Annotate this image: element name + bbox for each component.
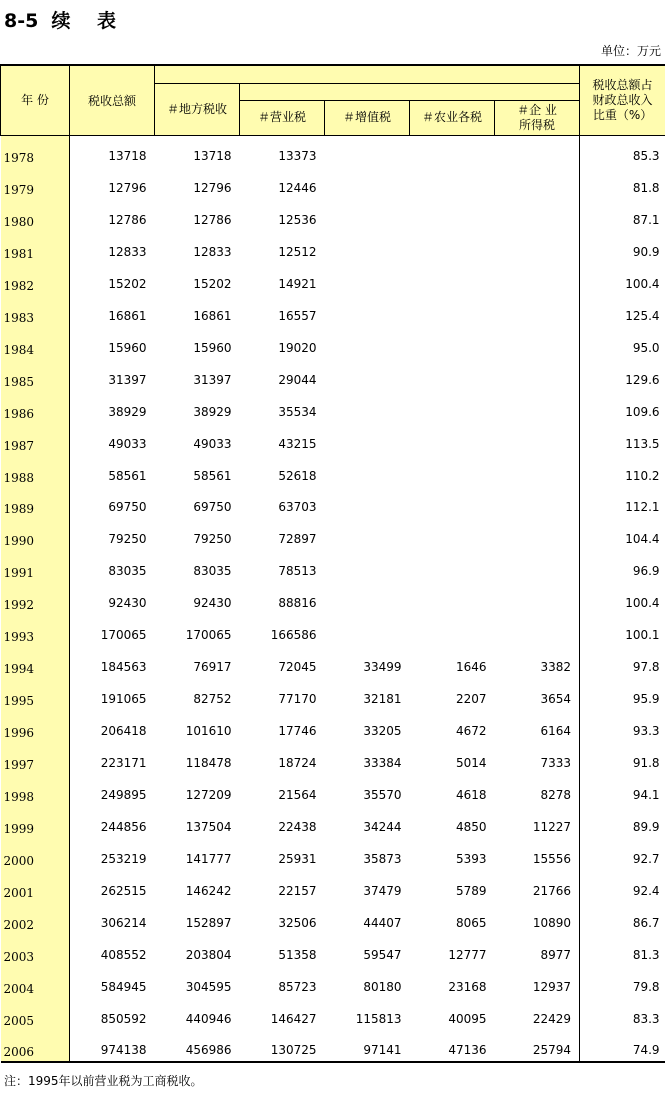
cell-total: 12833 [108, 244, 147, 259]
cell-enterprise [495, 391, 580, 423]
cell-local: 118478 [185, 756, 232, 771]
cell-total: 15960 [108, 340, 147, 355]
cell-vat [325, 295, 410, 327]
cell-year: 1983 [1, 295, 70, 327]
cell-business: 51358 [278, 947, 317, 962]
cell-local: 13718 [193, 149, 232, 164]
cell-ratio: 100.4 [580, 263, 665, 295]
cell-ratio: 83.3 [580, 998, 665, 1030]
cell-total: 13718 [108, 149, 147, 164]
cell-year: 1986 [1, 391, 70, 423]
cell-agri: 2207 [455, 692, 487, 707]
cell-year: 2000 [1, 838, 70, 870]
cell-vat: 32181 [363, 692, 402, 707]
cell-year: 1979 [1, 167, 70, 199]
cell-ratio: 95.0 [580, 327, 665, 359]
cell-ratio: 79.8 [580, 966, 665, 998]
cell-business: 72045 [278, 660, 317, 675]
table-row [1, 135, 665, 167]
table-row [1, 774, 665, 806]
cell-local: 12833 [193, 244, 232, 259]
cell-local: 82752 [193, 692, 232, 707]
cell-local: 58561 [193, 468, 232, 483]
cell-year: 1991 [1, 550, 70, 582]
cell-local: 79250 [193, 532, 232, 547]
cell-enterprise [495, 518, 580, 550]
cell-agri: 40095 [448, 1011, 487, 1026]
table-row [1, 710, 665, 742]
footnote: 注：1995年以前营业税为工商税收。 [4, 1074, 203, 1088]
cell-enterprise: 6164 [540, 724, 572, 739]
header-ratio: 税收总额占 财政总收入 比重（%） [580, 65, 665, 135]
cell-vat: 35570 [363, 788, 402, 803]
cell-agri [410, 199, 495, 231]
cell-ratio: 100.1 [580, 614, 665, 646]
cell-ratio: 97.8 [580, 646, 665, 678]
cell-enterprise [495, 231, 580, 263]
page-title: 8-5 续 表 [4, 10, 117, 32]
cell-total: 83035 [108, 564, 147, 579]
cell-business: 146427 [270, 1011, 317, 1026]
cell-agri [410, 455, 495, 487]
table-row [1, 646, 665, 678]
table-row [1, 870, 665, 902]
cell-local: 15202 [193, 276, 232, 291]
table-row [1, 742, 665, 774]
cell-year: 1998 [1, 774, 70, 806]
cell-vat: 115813 [355, 1011, 402, 1026]
cell-business: 12512 [278, 244, 317, 259]
cell-local: 76917 [193, 660, 232, 675]
cell-local: 146242 [185, 883, 232, 898]
table-row [1, 1030, 665, 1062]
table-row [1, 838, 665, 870]
cell-vat [325, 359, 410, 391]
cell-year: 1982 [1, 263, 70, 295]
table-row [1, 806, 665, 838]
table-row [1, 359, 665, 391]
cell-enterprise [495, 614, 580, 646]
cell-agri: 4618 [455, 788, 487, 803]
cell-vat [325, 614, 410, 646]
header-year: 年 份 [1, 65, 70, 135]
cell-enterprise [495, 359, 580, 391]
cell-total: 79250 [108, 532, 147, 547]
cell-business: 12536 [278, 212, 317, 227]
unit-label: 单位：万元 [600, 44, 661, 58]
table-row [1, 391, 665, 423]
cell-total: 306214 [100, 915, 147, 930]
cell-year: 2005 [1, 998, 70, 1030]
cell-enterprise: 15556 [532, 851, 572, 866]
cell-enterprise [495, 199, 580, 231]
header-total: 税收总额 [70, 65, 155, 135]
cell-local: 92430 [193, 596, 232, 611]
cell-total: 12786 [108, 212, 147, 227]
cell-total: 191065 [100, 692, 147, 707]
cell-year: 1989 [1, 486, 70, 518]
cell-business: 78513 [278, 564, 317, 579]
cell-vat [325, 231, 410, 263]
cell-enterprise: 7333 [540, 756, 572, 771]
cell-year: 1999 [1, 806, 70, 838]
cell-local: 15960 [193, 340, 232, 355]
cell-ratio: 104.4 [580, 518, 665, 550]
table-row [1, 486, 665, 518]
cell-total: 850592 [100, 1011, 147, 1026]
cell-enterprise: 3654 [540, 692, 572, 707]
cell-total: 249895 [100, 788, 147, 803]
cell-year: 2004 [1, 966, 70, 998]
cell-vat: 35873 [363, 851, 402, 866]
cell-business: 130725 [240, 1030, 325, 1062]
cell-enterprise [495, 263, 580, 295]
cell-ratio: 86.7 [580, 902, 665, 934]
cell-business: 43215 [278, 436, 317, 451]
table-row [1, 167, 665, 199]
cell-year: 1990 [1, 518, 70, 550]
tax-table [0, 64, 665, 1063]
cell-local: 38929 [193, 404, 232, 419]
cell-business: 13373 [278, 149, 317, 164]
cell-enterprise [495, 550, 580, 582]
cell-business: 17746 [278, 724, 317, 739]
cell-agri: 12777 [448, 947, 487, 962]
table-row [1, 231, 665, 263]
table-row [1, 518, 665, 550]
cell-ratio: 91.8 [580, 742, 665, 774]
cell-business: 25931 [278, 851, 317, 866]
cell-year: 2002 [1, 902, 70, 934]
cell-year: 1984 [1, 327, 70, 359]
table-row [1, 199, 665, 231]
cell-year: 2001 [1, 870, 70, 902]
cell-year: 1995 [1, 678, 70, 710]
cell-business: 22438 [278, 819, 317, 834]
cell-ratio: 89.9 [580, 806, 665, 838]
cell-total: 12796 [108, 180, 147, 195]
cell-enterprise: 21766 [532, 883, 572, 898]
cell-total: 206418 [100, 724, 147, 739]
cell-vat: 97141 [325, 1030, 410, 1062]
table-row [1, 614, 665, 646]
table-row [1, 550, 665, 582]
cell-business: 52618 [278, 468, 317, 483]
cell-total: 16861 [108, 308, 147, 323]
cell-local: 49033 [193, 436, 232, 451]
cell-ratio: 90.9 [580, 231, 665, 263]
table-row [1, 327, 665, 359]
cell-local: 83035 [193, 564, 232, 579]
cell-local: 127209 [185, 788, 232, 803]
cell-vat [325, 199, 410, 231]
cell-local: 152897 [185, 915, 232, 930]
cell-vat: 33384 [363, 756, 402, 771]
cell-agri [410, 263, 495, 295]
cell-total: 38929 [108, 404, 147, 419]
cell-local: 137504 [185, 819, 232, 834]
cell-business: 22157 [278, 883, 317, 898]
cell-ratio: 93.3 [580, 710, 665, 742]
cell-agri [410, 614, 495, 646]
cell-business: 63703 [278, 500, 317, 515]
cell-vat [325, 263, 410, 295]
cell-vat: 33205 [363, 724, 402, 739]
cell-ratio: 87.1 [580, 199, 665, 231]
cell-business: 166586 [270, 628, 317, 643]
cell-local: 31397 [193, 372, 232, 387]
cell-total: 584945 [100, 979, 147, 994]
cell-vat: 59547 [363, 947, 402, 962]
cell-agri: 5789 [455, 883, 487, 898]
cell-year: 1985 [1, 359, 70, 391]
cell-business: 12446 [278, 180, 317, 195]
cell-total: 244856 [100, 819, 147, 834]
cell-business: 32506 [278, 915, 317, 930]
table-row [1, 966, 665, 998]
cell-vat: 37479 [363, 883, 402, 898]
cell-business: 18724 [278, 756, 317, 771]
cell-total: 408552 [100, 947, 147, 962]
cell-vat [325, 327, 410, 359]
cell-local: 141777 [185, 851, 232, 866]
cell-agri [410, 359, 495, 391]
cell-agri [410, 518, 495, 550]
cell-ratio: 85.3 [580, 135, 665, 167]
cell-year: 1988 [1, 455, 70, 487]
cell-business: 72897 [278, 532, 317, 547]
cell-year: 2006 [1, 1030, 70, 1062]
cell-ratio: 92.7 [580, 838, 665, 870]
cell-enterprise [495, 135, 580, 167]
header-vat: ＃增值税 [325, 100, 410, 135]
cell-ratio: 92.4 [580, 870, 665, 902]
cell-agri: 47136 [410, 1030, 495, 1062]
cell-enterprise: 25794 [495, 1030, 580, 1062]
cell-year: 1992 [1, 582, 70, 614]
cell-ratio: 113.5 [580, 423, 665, 455]
cell-enterprise: 12937 [532, 979, 572, 994]
cell-vat [325, 391, 410, 423]
table-row [1, 455, 665, 487]
cell-vat [325, 486, 410, 518]
cell-vat: 44407 [363, 915, 402, 930]
header-sub-band [240, 83, 580, 100]
cell-vat: 34244 [363, 819, 402, 834]
cell-local: 12786 [193, 212, 232, 227]
cell-ratio: 74.9 [580, 1030, 665, 1062]
cell-agri: 5393 [455, 851, 487, 866]
cell-year: 1980 [1, 199, 70, 231]
cell-agri [410, 423, 495, 455]
table-row [1, 263, 665, 295]
cell-total: 58561 [108, 468, 147, 483]
cell-vat [325, 167, 410, 199]
cell-year: 2003 [1, 934, 70, 966]
cell-business: 88816 [278, 596, 317, 611]
cell-enterprise [495, 486, 580, 518]
cell-vat: 33499 [363, 660, 402, 675]
cell-local: 170065 [185, 628, 232, 643]
cell-local: 12796 [193, 180, 232, 195]
header-local: ＃地方税收 [155, 83, 240, 135]
cell-enterprise: 22429 [532, 1011, 572, 1026]
cell-total: 170065 [100, 628, 147, 643]
table-row [1, 902, 665, 934]
cell-year: 1993 [1, 614, 70, 646]
cell-local: 456986 [155, 1030, 240, 1062]
cell-agri [410, 582, 495, 614]
header-enterprise: ＃企 业 所得税 [495, 100, 580, 135]
cell-local: 440946 [185, 1011, 232, 1026]
header-blank-band [155, 65, 580, 83]
cell-ratio: 129.6 [580, 359, 665, 391]
cell-agri: 4672 [455, 724, 487, 739]
cell-total: 31397 [108, 372, 147, 387]
cell-local: 101610 [185, 724, 232, 739]
cell-business: 21564 [278, 788, 317, 803]
table-row [1, 582, 665, 614]
cell-total: 69750 [108, 500, 147, 515]
cell-ratio: 96.9 [580, 550, 665, 582]
cell-agri: 8065 [455, 915, 487, 930]
cell-ratio: 100.4 [580, 582, 665, 614]
cell-business: 16557 [278, 308, 317, 323]
cell-enterprise: 8977 [540, 947, 572, 962]
cell-business: 77170 [278, 692, 317, 707]
cell-business: 85723 [278, 979, 317, 994]
cell-ratio: 112.1 [580, 486, 665, 518]
cell-vat [325, 455, 410, 487]
cell-agri [410, 167, 495, 199]
cell-local: 203804 [185, 947, 232, 962]
cell-local: 69750 [193, 500, 232, 515]
cell-total: 974138 [70, 1030, 155, 1062]
cell-agri [410, 295, 495, 327]
cell-vat: 80180 [363, 979, 402, 994]
cell-local: 16861 [193, 308, 232, 323]
cell-vat [325, 550, 410, 582]
cell-ratio: 95.9 [580, 678, 665, 710]
table-header [1, 65, 665, 135]
cell-ratio: 81.3 [580, 934, 665, 966]
cell-agri: 5014 [455, 756, 487, 771]
cell-year: 1987 [1, 423, 70, 455]
cell-enterprise: 3382 [540, 660, 572, 675]
cell-enterprise: 8278 [540, 788, 572, 803]
cell-business: 35534 [278, 404, 317, 419]
table-row [1, 998, 665, 1030]
cell-ratio: 81.8 [580, 167, 665, 199]
cell-enterprise: 11227 [532, 819, 572, 834]
cell-year: 1996 [1, 710, 70, 742]
cell-enterprise [495, 455, 580, 487]
cell-ratio: 109.6 [580, 391, 665, 423]
cell-agri [410, 327, 495, 359]
cell-agri: 23168 [448, 979, 487, 994]
cell-agri [410, 486, 495, 518]
cell-total: 184563 [100, 660, 147, 675]
cell-total: 92430 [108, 596, 147, 611]
cell-total: 223171 [100, 756, 147, 771]
cell-ratio: 94.1 [580, 774, 665, 806]
cell-enterprise [495, 423, 580, 455]
cell-agri [410, 231, 495, 263]
cell-total: 15202 [108, 276, 147, 291]
cell-year: 1981 [1, 231, 70, 263]
cell-enterprise [495, 327, 580, 359]
cell-enterprise [495, 582, 580, 614]
cell-agri [410, 550, 495, 582]
cell-business: 19020 [278, 340, 317, 355]
cell-agri: 4850 [455, 819, 487, 834]
cell-business: 14921 [278, 276, 317, 291]
table-row [1, 295, 665, 327]
header-business: ＃营业税 [240, 100, 325, 135]
cell-vat [325, 423, 410, 455]
cell-total: 253219 [100, 851, 147, 866]
cell-vat [325, 582, 410, 614]
table-row [1, 934, 665, 966]
cell-vat [325, 135, 410, 167]
cell-enterprise [495, 295, 580, 327]
cell-enterprise: 10890 [532, 915, 572, 930]
cell-total: 49033 [108, 436, 147, 451]
cell-agri [410, 135, 495, 167]
cell-local: 304595 [185, 979, 232, 994]
cell-total: 262515 [100, 883, 147, 898]
cell-enterprise [495, 167, 580, 199]
cell-business: 29044 [278, 372, 317, 387]
cell-agri [410, 391, 495, 423]
header-agri: ＃农业各税 [410, 100, 495, 135]
table-row [1, 678, 665, 710]
table-body [1, 135, 665, 1062]
table-row [1, 423, 665, 455]
cell-year: 1978 [1, 135, 70, 167]
cell-vat [325, 518, 410, 550]
cell-year: 1994 [1, 646, 70, 678]
cell-year: 1997 [1, 742, 70, 774]
cell-ratio: 125.4 [580, 295, 665, 327]
cell-ratio: 110.2 [580, 455, 665, 487]
cell-agri: 1646 [455, 660, 487, 675]
